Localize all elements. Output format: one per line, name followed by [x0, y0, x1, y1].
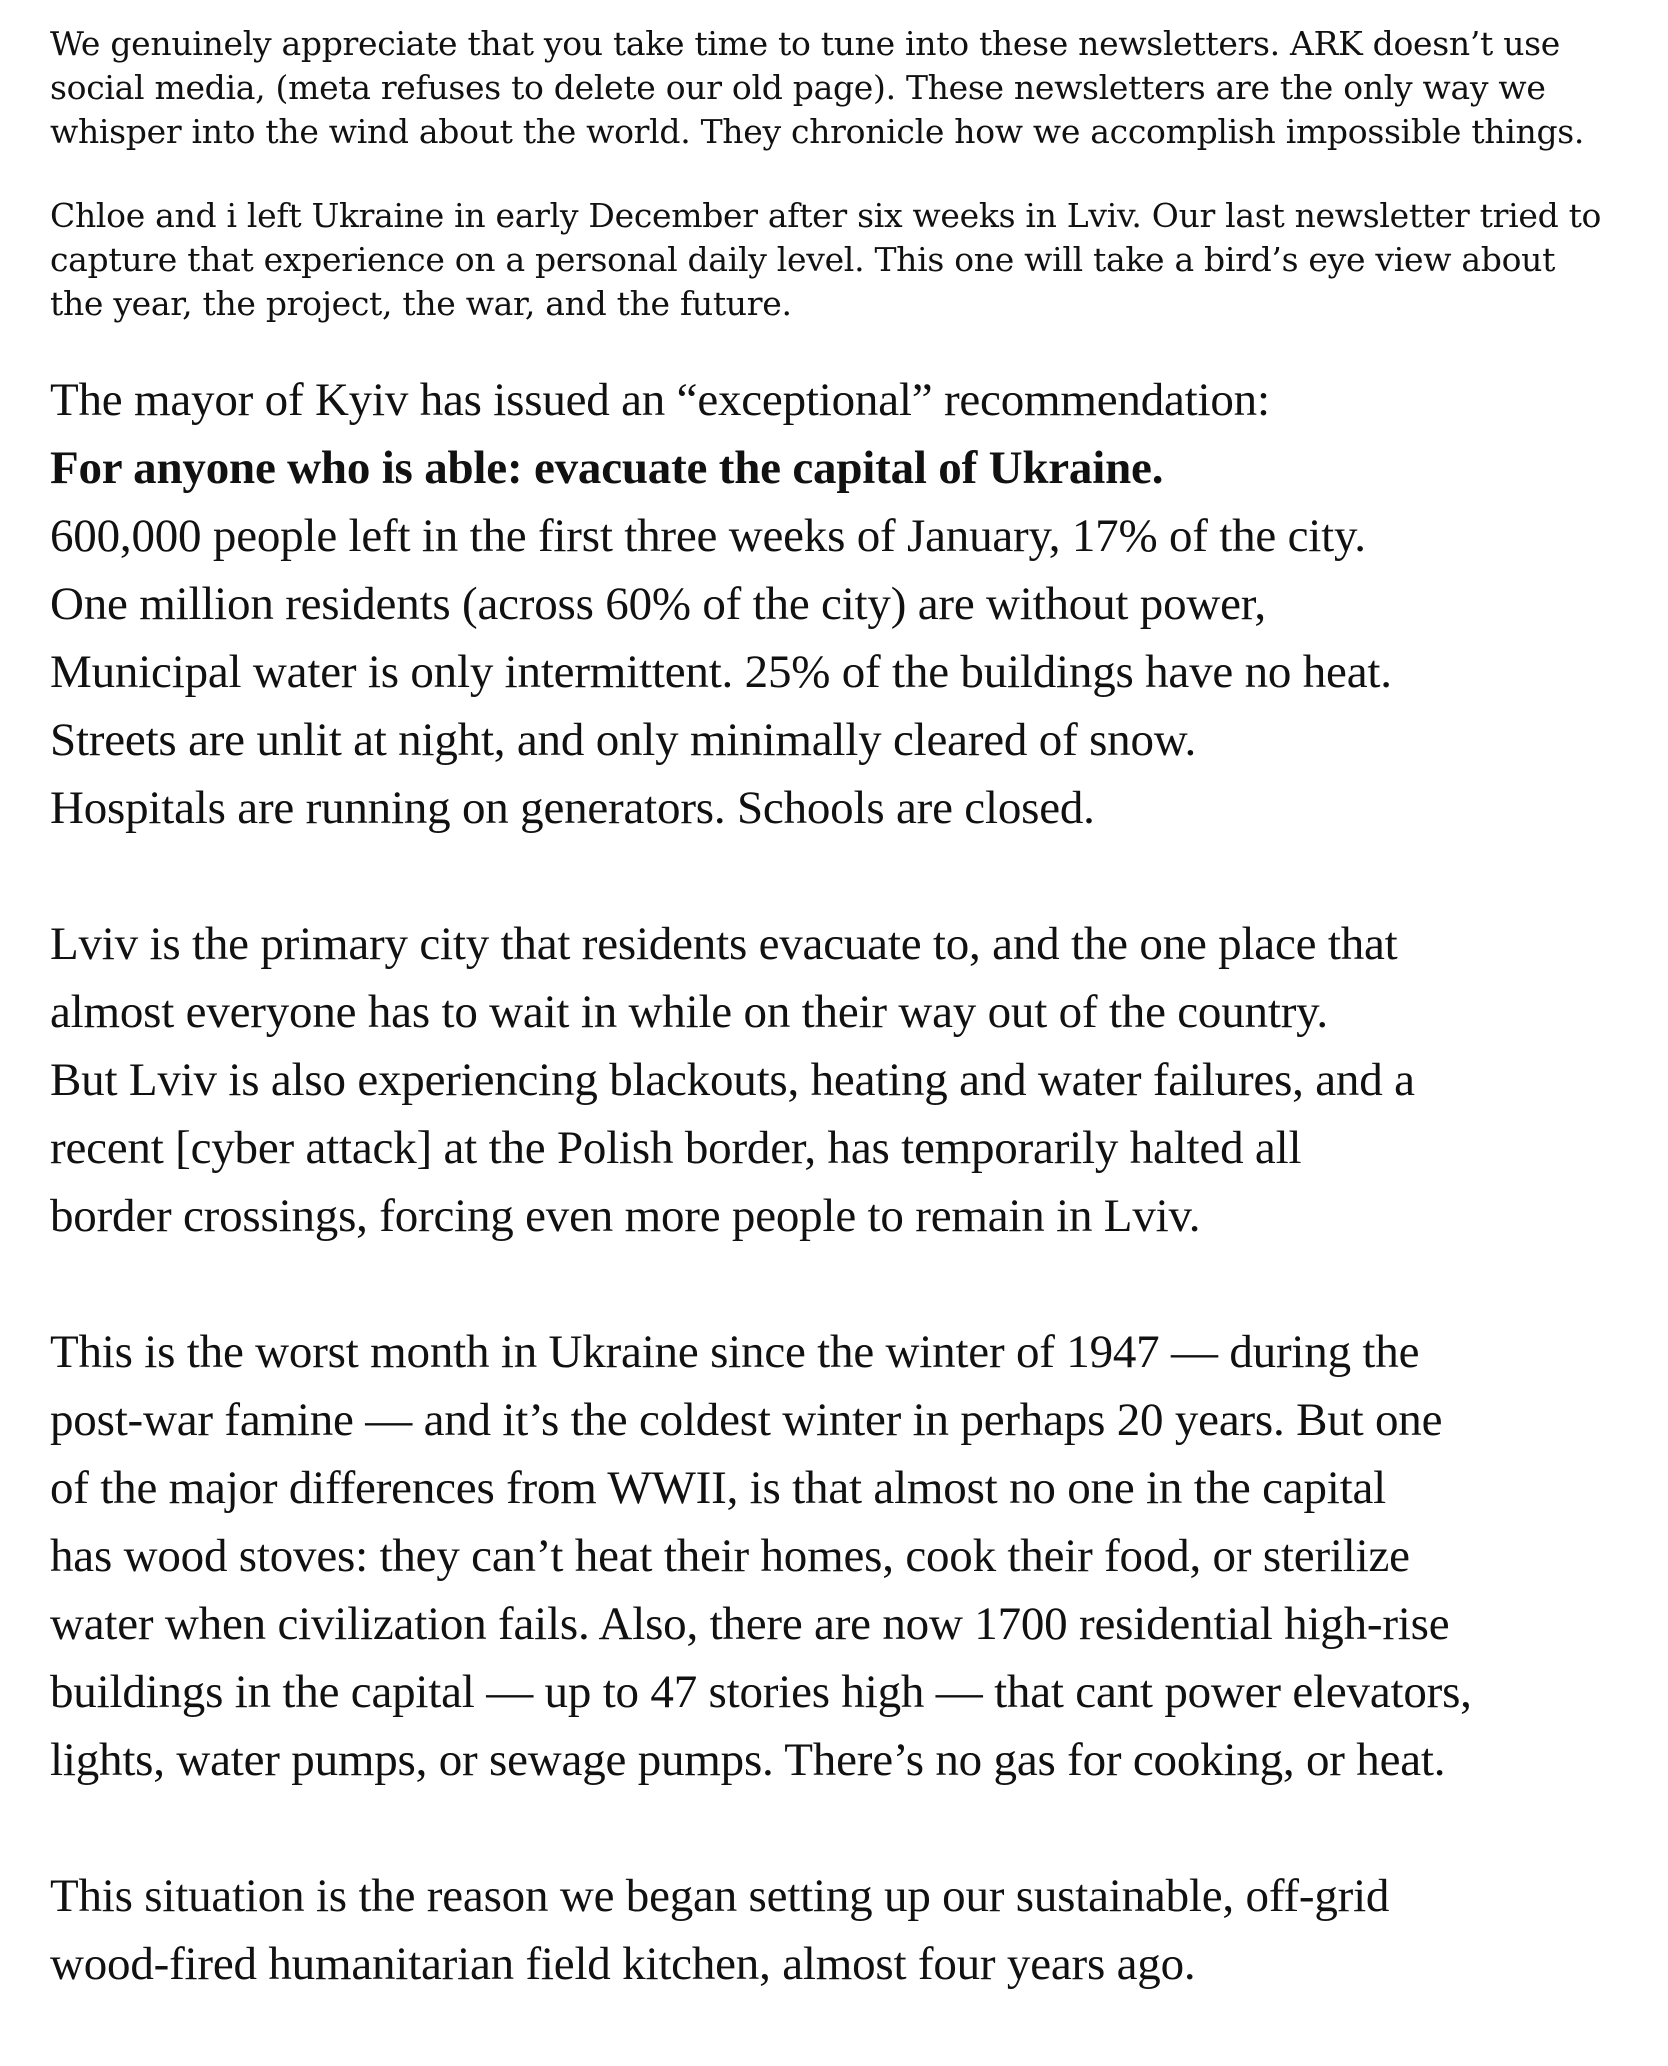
text-line: We genuinely appreciate that you take time to tune into these newsletters. ARK doesn’t use — [50, 24, 1561, 63]
text-line: This situation is the reason we began setting up our sustainable, off-grid — [50, 1870, 1390, 1922]
text-line: almost everyone has to wait in while on their way out of the country. — [50, 986, 1328, 1038]
text-line: Municipal water is only intermittent. 25% of the buildings have no heat. — [50, 646, 1392, 698]
text-line: water when civilization fails. Also, there are now 1700 residential high-rise — [50, 1598, 1450, 1650]
text-line: the year, the project, the war, and the future. — [50, 284, 792, 323]
text-line: post-war famine — and it’s the coldest winter in perhaps 20 years. But one — [50, 1394, 1443, 1446]
text-line: lights, water pumps, or sewage pumps. There’s no gas for cooking, or heat. — [50, 1734, 1446, 1786]
closing-paragraph — [50, 1862, 1640, 1998]
text-line: has wood stoves: they can’t heat their homes, cook their food, or sterilize — [50, 1530, 1410, 1582]
text-line: The mayor of Kyiv has issued an “exceptional” recommendation: — [50, 374, 1270, 426]
text-line: border crossings, forcing even more people to remain in Lviv. — [50, 1190, 1201, 1242]
kyiv-evacuation-paragraph — [50, 366, 1640, 842]
text-line: wood-fired humanitarian field kitchen, almost four years ago. — [50, 1938, 1196, 1990]
text-line: social media, (meta refuses to delete our old page). These newsletters are the only way we — [50, 68, 1546, 107]
evacuation-headline: For anyone who is able: evacuate the capital of Ukraine. — [50, 442, 1164, 494]
text-line: 600,000 people left in the first three weeks of January, 17% of the city. — [50, 510, 1366, 562]
lviv-paragraph — [50, 910, 1640, 1250]
text-line: One million residents (across 60% of the city) are without power, — [50, 578, 1266, 630]
text-line: capture that experience on a personal daily level. This one will take a bird’s eye view about — [50, 240, 1556, 279]
intro-paragraph-appreciation — [50, 22, 1640, 154]
text-line: whisper into the wind about the world. They chronicle how we accomplish impossible things. — [50, 112, 1585, 151]
text-line: This is the worst month in Ukraine since the winter of 1947 — during the — [50, 1326, 1420, 1378]
text-line: buildings in the capital — up to 47 stories high — that cant power elevators, — [50, 1666, 1472, 1718]
text-line: But Lviv is also experiencing blackouts, heating and water failures, and a — [50, 1054, 1415, 1106]
intro-paragraph-lviv-trip — [50, 194, 1640, 326]
winter-paragraph — [50, 1318, 1640, 1794]
newsletter-page — [50, 22, 1640, 2066]
text-line: recent [cyber attack] at the Polish border, has temporarily halted all — [50, 1122, 1302, 1174]
text-line: Streets are unlit at night, and only minimally cleared of snow. — [50, 714, 1197, 766]
text-line: Hospitals are running on generators. Schools are closed. — [50, 782, 1095, 834]
text-line: Lviv is the primary city that residents evacuate to, and the one place that — [50, 918, 1398, 970]
text-line: of the major differences from WWII, is that almost no one in the capital — [50, 1462, 1386, 1514]
text-line: Chloe and i left Ukraine in early December after six weeks in Lviv. Our last newsletter tried to — [50, 196, 1602, 235]
